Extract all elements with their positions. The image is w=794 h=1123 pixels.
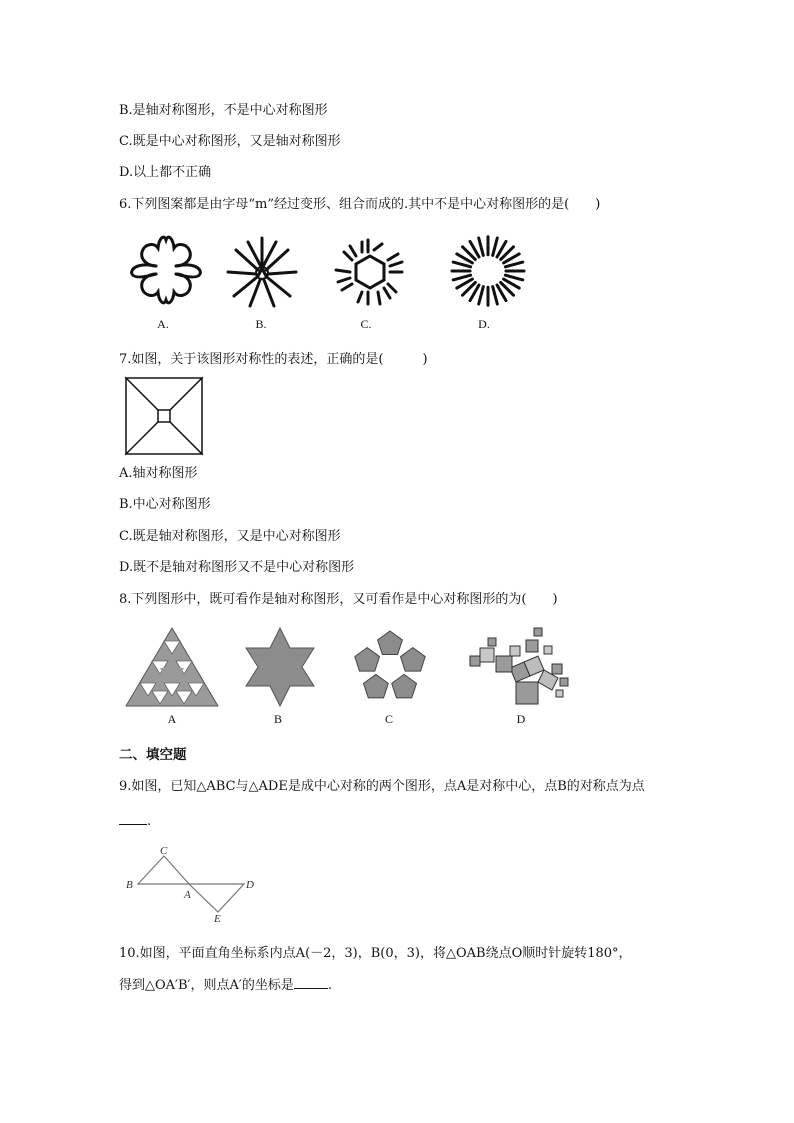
q5-option-c: C.既是中心对称图形，又是轴对称图形 [119,134,341,149]
ring-stroke [479,238,484,255]
q9-label-b: B [126,879,133,891]
q6-label-b: B. [255,317,267,331]
pentagon [355,648,380,672]
q8-label-a: A [167,712,177,726]
q8-figure-c [348,626,432,708]
q7-stem: 7.如图，关于该图形对称性的表述，正确的是( ) [119,352,428,367]
q9-answer-line [119,812,151,830]
section-title: 二、填空题 [119,747,187,763]
q9-triangle-figure [122,842,264,924]
q5-option-b: B.是轴对称图形，不是中心对称图形 [119,103,328,118]
pentagon [392,674,417,698]
q7-option-a: A.轴对称图形 [119,466,198,481]
q8-label-d: D [516,712,526,726]
pentagon [378,631,403,655]
q6-figure-a [126,232,206,308]
q6-figure-d [446,232,530,310]
q6-label-a: A. [157,317,169,331]
q8-figure-d [466,626,572,708]
q7-square-figure [124,376,204,456]
ring-stroke [505,262,522,267]
q9-label-c: C [160,845,168,857]
q10-answer-blank[interactable] [294,976,328,989]
q9-label-e: E [214,913,221,924]
q9-label-d: D [246,879,254,891]
q5-option-d: D.以上都不正确 [119,165,212,180]
pentagon [364,674,389,698]
q7-option-d: D.既不是轴对称图形又不是中心对称图形 [119,560,355,575]
q10-line1: 10.如图，平面直角坐标系内点A(－2，3)，B(0，3)，将△OAB绕点O顺时针旋转180°， [119,946,632,961]
q6-label-c: C. [360,317,372,331]
q6-stem: 6.下列图案都是由字母“m”经过变形、组合而成的.其中不是中心对称图形的是( ) [119,197,601,212]
q9-tail: . [147,814,152,829]
q7-option-b: B.中心对称图形 [119,497,211,512]
q9-stem: 9.如图，已知△ABC与△ADE是成中心对称的两个图形，点A是对称中心，点B的对称点为点 [119,779,645,794]
q8-label-b: B [273,712,282,726]
q10-line2-wrap [119,976,332,994]
ring-stroke [453,275,470,280]
q8-label-c: C [384,712,393,726]
q6-figure-c [332,234,408,308]
q9-label-a: A [184,889,191,901]
q6-label-d: D. [478,317,490,331]
q8-stem: 8.下列图形中，既可看作是轴对称图形，又可看作是中心对称图形的为( ) [119,592,558,607]
pentagon [401,648,426,672]
q8-figure-b [244,626,316,708]
ring-stroke [453,262,470,267]
q9-answer-blank[interactable] [119,812,147,825]
q6-figure-b [226,236,298,308]
q7-option-c: C.既是轴对称图形，又是中心对称图形 [119,529,341,544]
ring-stroke [479,287,484,304]
q10-tail: . [327,978,332,993]
q10-line2: 得到△OA′B′，则点A′的坐标是 [119,978,294,993]
ring-stroke [493,238,498,255]
ring-stroke [493,287,498,304]
ring-stroke [505,275,522,280]
q8-figure-a [124,626,220,708]
